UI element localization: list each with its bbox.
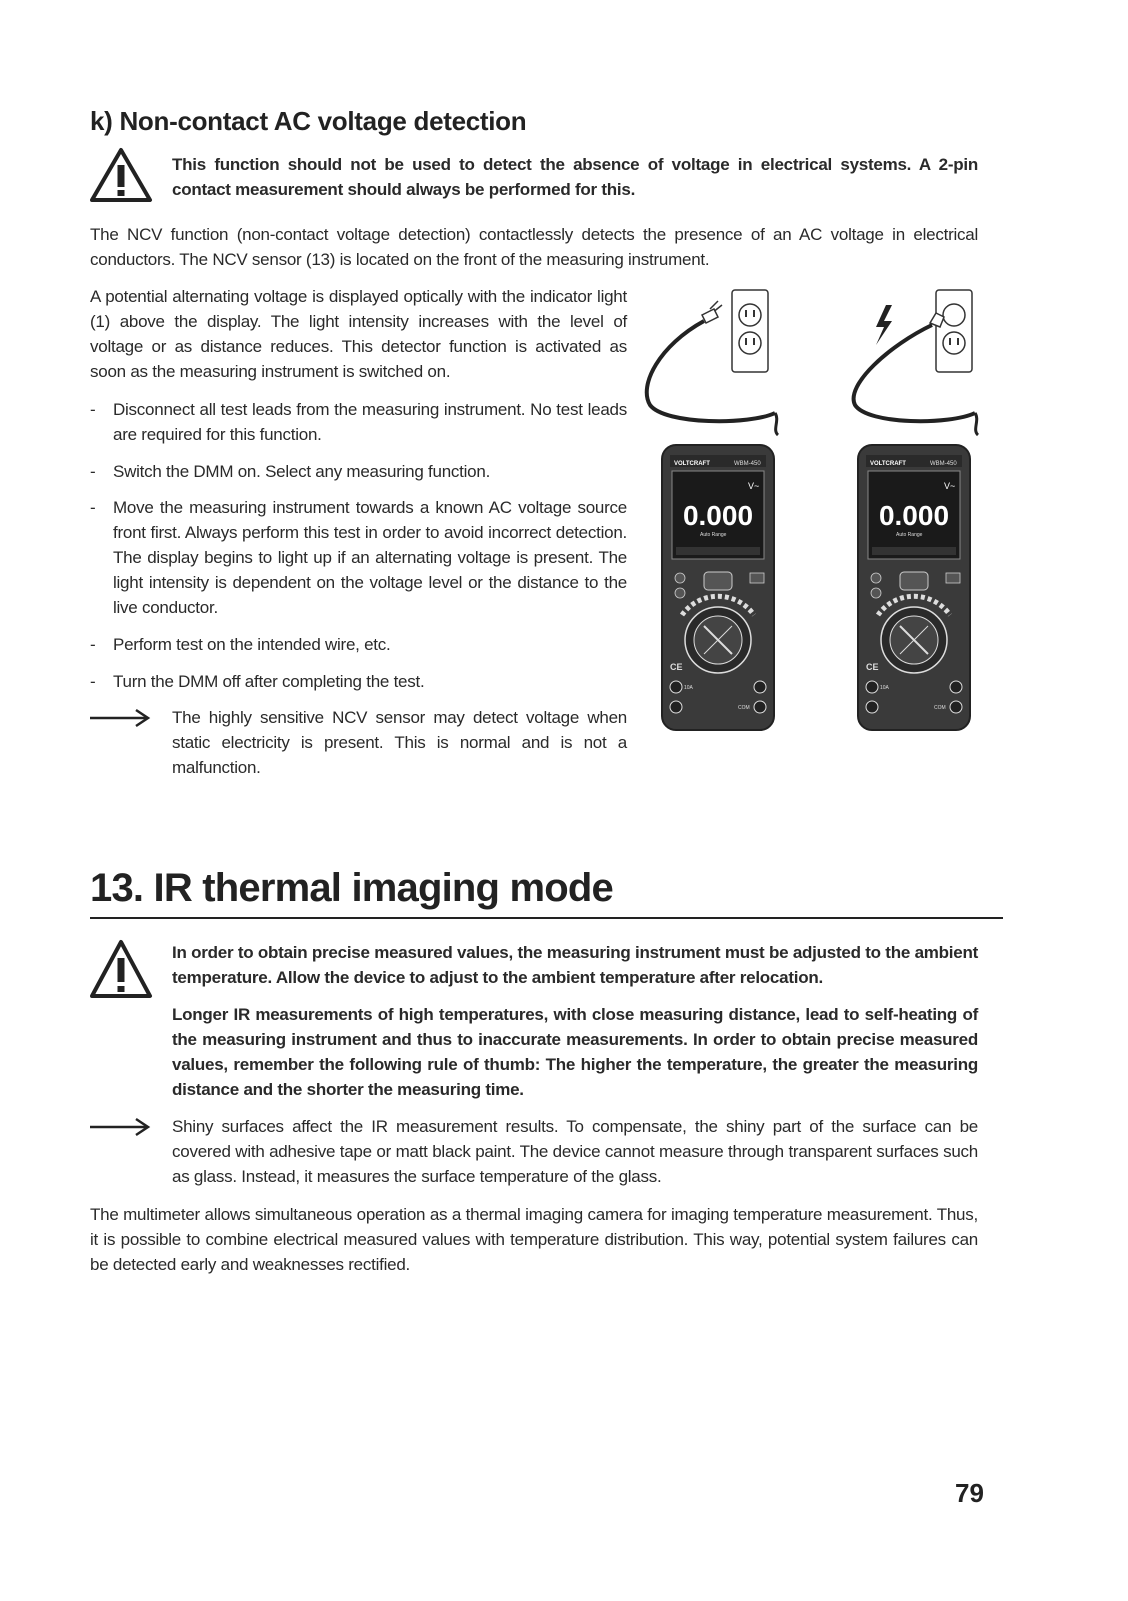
arrow-right-icon	[90, 1117, 152, 1137]
description-paragraph: A potential alternating voltage is displayed optically with the indicator light (1) above the display. The light intensity increases with the level of voltage or as distance reduces. This detector function is activated as soon as the measuring instrument is switched on.	[90, 287, 627, 381]
page-number: 79	[955, 1478, 984, 1508]
multimeter-right	[858, 445, 970, 730]
note-text: The highly sensitive NCV sensor may detect voltage when static electricity is present. This is normal and is not a malfunction.	[172, 708, 627, 777]
range-label: Auto Range	[700, 532, 727, 538]
warning-text: Longer IR measurements of high temperatures, with close measuring distance, lead to self-heating of the measuring instrument and thus to inaccurate measurements. In order to obtain precise measured values, remember the following rule of thumb: The higher the temperature, the greater the measuring distance and the shorter the measuring time.	[172, 1005, 978, 1099]
display-reading: 0.000	[682, 500, 754, 531]
jack-com-label: COM	[738, 705, 750, 711]
list-item: - Turn the DMM off after completing the test.	[90, 672, 425, 691]
ce-mark: CE	[866, 662, 879, 672]
wall-outlet-right	[936, 290, 972, 372]
list-item: - Perform test on the intended wire, etc.	[90, 635, 391, 654]
section-heading: k) Non-contact AC voltage detection	[90, 106, 527, 136]
warning-text: In order to obtain precise measured values, the measuring instrument must be adjusted to the ambient temperature. Allow the device to adjust to the ambient temperature after relocation.	[172, 943, 978, 987]
list-item: - Move the measuring instrument towards a known AC voltage source front first. Always perform this test in order to avoid incorrect detection. The display begins to light up if an alternating voltage is present. The light intensity is dependent on the voltage level or the distance to the live conductor.	[90, 498, 627, 617]
display-unit: V~	[944, 481, 956, 491]
ce-mark: CE	[670, 662, 683, 672]
model-label: WBM-450	[930, 461, 957, 467]
chapter-heading: 13. IR thermal imaging mode	[90, 866, 613, 910]
multimeter-left	[662, 445, 774, 730]
warning-icon	[88, 146, 154, 204]
ncv-illustration	[640, 285, 990, 735]
wall-outlet-left	[732, 290, 768, 372]
brand-label: VOLTCRAFT	[870, 461, 906, 467]
jack-10a-label: 10A	[880, 685, 889, 691]
list-item: - Switch the DMM on. Select any measuring function.	[90, 462, 491, 481]
arrow-right-icon	[90, 708, 152, 728]
brand-label: VOLTCRAFT	[674, 461, 710, 467]
lightning-icon	[876, 305, 892, 345]
intro-paragraph: The NCV function (non-contact voltage detection) contactlessly detects the presence of an AC voltage in electrical conductors. The NCV sensor (13) is located on the front of the measuring instrument.	[90, 225, 978, 269]
jack-com-label: COM	[934, 705, 946, 711]
model-label: WBM-450	[734, 461, 761, 467]
warning-icon	[88, 938, 154, 1002]
display-unit: V~	[748, 481, 760, 491]
warning-text: This function should not be used to detect the absence of voltage in electrical systems. A 2-pin contact measurement should always be performed for this.	[172, 155, 978, 199]
heading-divider	[90, 917, 1003, 919]
range-label: Auto Range	[896, 532, 923, 538]
note-text: Shiny surfaces affect the IR measurement results. To compensate, the shiny part of the surface can be covered with adhesive tape or matt black paint. The device cannot measure through transparent surfaces such as glass. Instead, it measures the surface temperature of the glass.	[172, 1117, 978, 1186]
display-reading: 0.000	[878, 500, 950, 531]
body-paragraph: The multimeter allows simultaneous operation as a thermal imaging camera for imaging temperature measurement. Thus, it is possible to combine electrical measured values with temperature distribution. This way, potential system failures can be detected early and weaknesses rectified.	[90, 1205, 978, 1274]
list-item: - Disconnect all test leads from the measuring instrument. No test leads are required for this function.	[90, 400, 627, 444]
jack-10a-label: 10A	[684, 685, 693, 691]
